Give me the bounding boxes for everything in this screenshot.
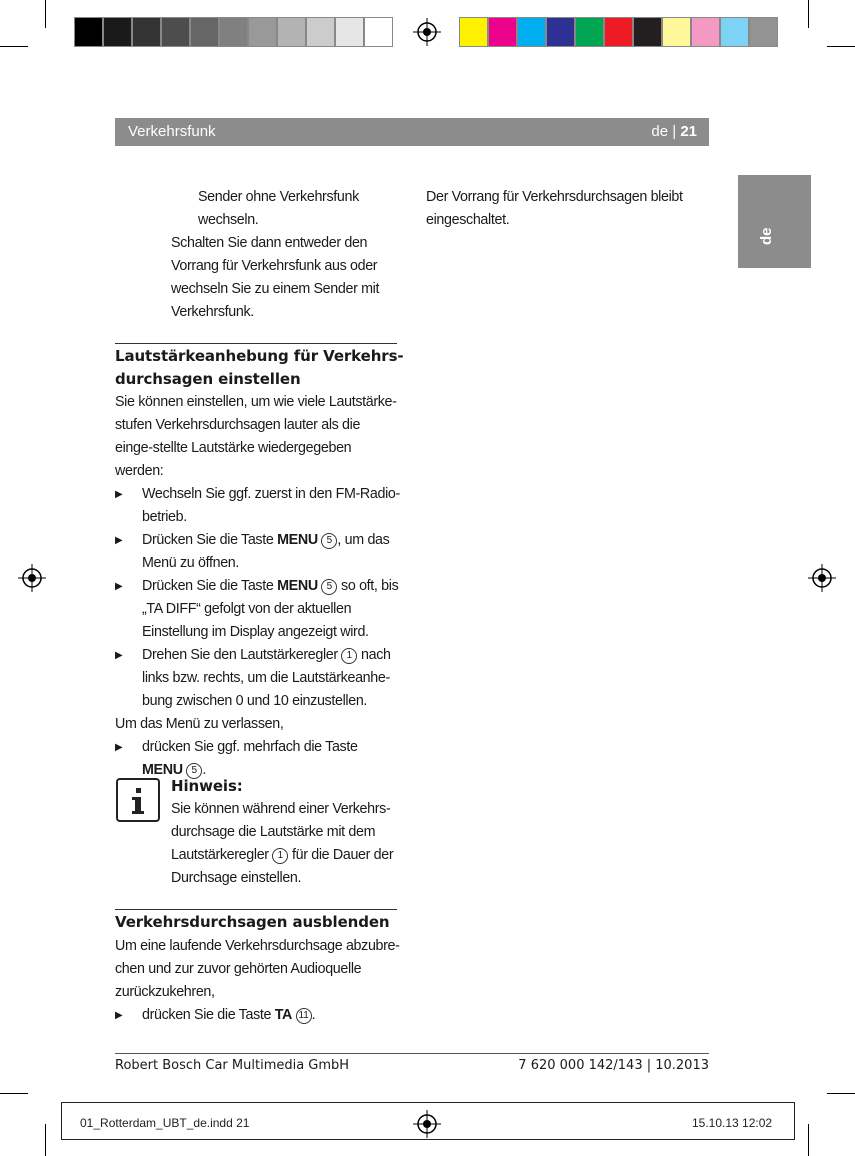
color-swatch bbox=[749, 17, 778, 47]
color-swatch bbox=[633, 17, 662, 47]
sub-item: Sender ohne Verkehrsfunk wechseln. bbox=[198, 189, 359, 228]
step-ta: ▶ drücken Sie die Taste TA 11 . bbox=[115, 1004, 400, 1027]
step-3: ▶ Drücken Sie die Taste MENU 5 so oft, bis „TA DIFF“ gefolgt von der aktuellen Einstellung im Display angezeigt wird. bbox=[115, 575, 400, 644]
gray-swatch bbox=[190, 17, 219, 47]
gray-swatch bbox=[248, 17, 277, 47]
divider bbox=[115, 909, 397, 910]
registration-mark-top-icon bbox=[413, 18, 441, 46]
page-number: de | 21 bbox=[651, 123, 697, 140]
step-5: ▶ drücken Sie ggf. mehrfach die Taste MENU 5 . bbox=[115, 736, 400, 782]
registration-mark-left-icon bbox=[18, 564, 46, 592]
gray-swatch bbox=[132, 17, 161, 47]
section-heading-hide: Verkehrsdurchsagen ausblenden bbox=[115, 913, 390, 931]
intro-text: Schalten Sie dann entweder den Vorrang für Verkehrsfunk aus oder wechseln Sie zu einem Sender mit Verkehrsfunk. bbox=[171, 235, 380, 320]
color-swatch bbox=[720, 17, 749, 47]
gray-swatch bbox=[306, 17, 335, 47]
color-swatch bbox=[546, 17, 575, 47]
color-swatch bbox=[691, 17, 720, 47]
footer-rule bbox=[115, 1053, 709, 1054]
divider bbox=[115, 343, 397, 344]
gray-swatch bbox=[103, 17, 132, 47]
slug-date: 15.10.13 12:02 bbox=[692, 1116, 773, 1130]
color-swatch bbox=[459, 17, 488, 47]
gray-swatch bbox=[219, 17, 248, 47]
color-swatch bbox=[575, 17, 604, 47]
section-body-hide: Um eine laufende Verkehrsdurchsage abzubre-chen und zur zuvor gehörten Audioquelle zurückzukehren, ▶ drücken Sie die Taste TA 11 . bbox=[115, 935, 400, 1027]
color-swatch bbox=[488, 17, 517, 47]
step-1: ▶ Wechseln Sie ggf. zuerst in den FM-Radio-betrieb. bbox=[115, 483, 400, 529]
footer-company: Robert Bosch Car Multimedia GmbH bbox=[115, 1058, 350, 1073]
info-icon bbox=[116, 778, 160, 822]
footer-doc-number: 7 620 000 142/143 | 10.2013 bbox=[518, 1058, 709, 1073]
color-swatch bbox=[604, 17, 633, 47]
right-column-text: Der Vorrang für Verkehrsdurchsagen bleibt eingeschaltet. bbox=[426, 189, 683, 228]
section-body-volume: Sie können einstellen, um wie viele Lautstärke-stufen Verkehrsdurchsagen lauter als die einge-stellte Lautstärke wiedergegeben werden: ▶ Wechseln Sie ggf. zuerst in den FM-Radio-betrieb. ▶ Drücken Sie die Taste MENU 5 , um das Menü zu öffnen. ▶ Drücken Sie die Taste MENU 5 so oft, bis „TA DIFF“ gefolgt von der aktuellen Einstellung im Display angezeigt wird. ▶ Drehen Sie den Lautstärkeregler 1 nach links bzw. rechts, um die Lautstärkeanhe-bung zwischen 0 und 10 einzustellen. Um das Menü zu verlassen, ▶ drücken Sie ggf. mehrfach die Taste MENU 5 . bbox=[115, 391, 400, 782]
note-text: Sie können während einer Verkehrs-durchsage die Lautstärke mit dem Lautstärkeregler 1 für die Dauer der Durchsage einstellen. bbox=[171, 801, 394, 886]
page-header bbox=[115, 118, 709, 146]
registration-mark-right-icon bbox=[808, 564, 836, 592]
color-swatch bbox=[662, 17, 691, 47]
step-4: ▶ Drehen Sie den Lautstärkeregler 1 nach links bzw. rechts, um die Lautstärkeanhe-bung zwischen 0 und 10 einzustellen. bbox=[115, 644, 400, 713]
gray-swatch bbox=[277, 17, 306, 47]
gray-swatch bbox=[335, 17, 364, 47]
language-tab: de bbox=[738, 175, 811, 268]
color-calibration-bar bbox=[459, 17, 778, 47]
section-title: Verkehrsfunk bbox=[128, 123, 216, 140]
gray-swatch bbox=[364, 17, 393, 47]
note-title: Hinweis: bbox=[171, 777, 243, 795]
slug-file: 01_Rotterdam_UBT_de.indd 21 bbox=[80, 1116, 250, 1130]
gray-calibration-bar bbox=[74, 17, 393, 47]
gray-swatch bbox=[74, 17, 103, 47]
step-2: ▶ Drücken Sie die Taste MENU 5 , um das Menü zu öffnen. bbox=[115, 529, 400, 575]
section-heading-volume: Lautstärkeanhebung für Verkehrs- durchsagen einstellen bbox=[115, 347, 404, 388]
gray-swatch bbox=[161, 17, 190, 47]
color-swatch bbox=[517, 17, 546, 47]
